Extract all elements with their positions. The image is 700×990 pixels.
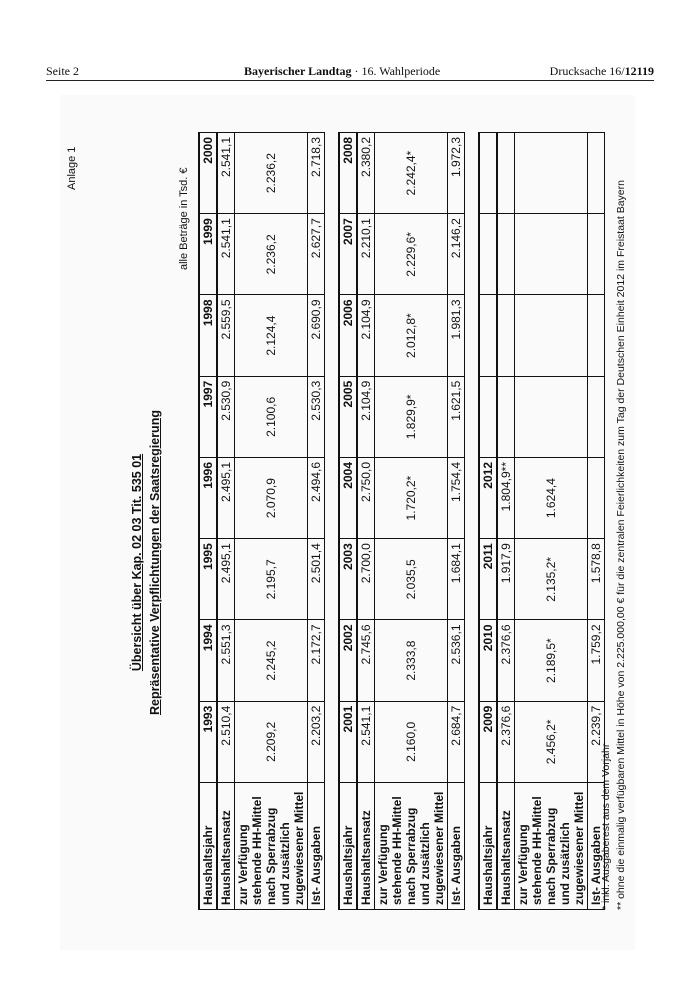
table-header-row [199,133,217,910]
value-cell: 1.578,8 [588,539,605,620]
value-cell: 2.172,7 [308,620,325,701]
row-label: Ist- Ausgaben [448,783,465,910]
row-label: zur Verfügung stehende HH-Mittel nach Sperrabzug und zusätzlich zugewiesener Mittel [515,783,588,910]
value-cell: 2.559,5 [217,295,235,376]
row-label: Haushaltsansatz [217,783,235,910]
value-cell: 2.135,2* [515,539,588,620]
row-label: Haushaltsansatz [357,783,375,910]
table-row [497,133,515,910]
header-rule [46,80,654,81]
year-cell: 2004 [339,458,357,539]
publication-name: Bayerischer Landtag [244,64,352,78]
value-cell: 2.104,9 [357,295,375,376]
value-cell [588,376,605,457]
row-label: Haushaltsjahr [479,783,497,910]
value-cell: 2.530,9 [217,376,235,457]
value-cell: 2.536,1 [448,620,465,701]
document-number-id: 12119 [624,64,654,78]
document-title: Übersicht über Kap. 02 03 Tit. 535 01 [130,453,144,672]
value-cell: 2.627,7 [308,214,325,295]
value-cell: 2.239,7 [588,701,605,782]
value-cell: 2.070,9 [235,458,308,539]
value-cell: 2.541,1 [357,701,375,782]
document-number [550,64,654,79]
year-cell: 1995 [199,539,217,620]
year-cell: 2010 [479,620,497,701]
year-cell [479,214,497,295]
value-cell: 2.530,3 [308,376,325,457]
document-subtitle: Repräsentative Verpflichtungen der Saatsregierung [148,410,162,715]
value-cell: 2.035,5 [375,539,448,620]
year-cell: 1998 [199,295,217,376]
value-cell [497,376,515,457]
value-cell [515,376,588,457]
value-cell [515,295,588,376]
value-cell: 2.229,6* [375,214,448,295]
value-cell: 2.495,1 [217,539,235,620]
value-cell: 2.541,1 [217,214,235,295]
budget-table-2001-2008 [338,132,465,910]
year-cell [479,295,497,376]
value-cell: 2.104,9 [357,376,375,457]
value-cell: 2.124,4 [235,295,308,376]
year-cell: 2012 [479,458,497,539]
budget-table-2009-2012 [478,132,605,910]
value-cell: 2.209,2 [235,701,308,782]
value-cell: 2.146,2 [448,214,465,295]
publication-info [244,64,440,79]
value-cell [588,458,605,539]
year-cell [479,133,497,214]
page-header [46,64,654,80]
value-cell [515,133,588,214]
footnote-carryover: * inkl. Ausgaberest aus dem Vorjahr [600,743,612,910]
legislative-period: · 16. Wahlperiode [351,64,441,78]
table-row [357,133,375,910]
year-cell: 2011 [479,539,497,620]
row-label: Haushaltsjahr [199,783,217,910]
value-cell [588,133,605,214]
value-cell [497,133,515,214]
year-cell: 2009 [479,701,497,782]
value-cell: 1.720,2* [375,458,448,539]
table-row [515,133,588,910]
value-cell: 2.203,2 [308,701,325,782]
value-cell: 2.100,6 [235,376,308,457]
year-cell: 2000 [199,133,217,214]
footnote-unity-day: ** ohne die einmalig verfügbaren Mittel in Höhe von 2.225.000,00 € für die zentralen Feierlichkeiten zum Tag der Deutschen Einheit 2012 im Freistaat Bayern [615,180,627,910]
value-cell: 1.829,9* [375,376,448,457]
year-cell: 1997 [199,376,217,457]
value-cell: 2.380,2 [357,133,375,214]
value-cell: 1.917,9 [497,539,515,620]
value-cell [588,295,605,376]
value-cell [497,295,515,376]
document-number-prefix: Drucksache 16/ [549,64,625,78]
year-cell: 2008 [339,133,357,214]
year-cell: 1994 [199,620,217,701]
value-cell: 2.495,1 [217,458,235,539]
page-number: Seite 2 [46,64,79,78]
value-cell [497,214,515,295]
value-cell: 1.684,1 [448,539,465,620]
table-row [308,133,325,910]
rotated-annex [60,95,635,950]
value-cell: 2.541,1 [217,133,235,214]
value-cell: 1.972,3 [448,133,465,214]
value-cell: 2.750,0 [357,458,375,539]
table-row [448,133,465,910]
year-cell: 1999 [199,214,217,295]
value-cell: 1.981,3 [448,295,465,376]
row-label: zur Verfügung stehende HH-Mittel nach Sperrabzug und zusätzlich zugewiesener Mittel [375,783,448,910]
table-row [235,133,308,910]
value-cell: 1.754,4 [448,458,465,539]
annex-label: Anlage 1 [66,146,78,190]
row-label: Ist- Ausgaben [588,783,605,910]
row-label: zur Verfügung stehende HH-Mittel nach Sperrabzug und zusätzlich zugewiesener Mittel [235,783,308,910]
year-cell: 2005 [339,376,357,457]
value-cell: 2.236,2 [235,214,308,295]
value-cell: 2.210,1 [357,214,375,295]
year-cell: 2003 [339,539,357,620]
year-cell: 2001 [339,701,357,782]
value-cell: 2.684,7 [448,701,465,782]
row-label: Haushaltsjahr [339,783,357,910]
table-row [217,133,235,910]
value-cell: 1.624,4 [515,458,588,539]
year-cell: 1996 [199,458,217,539]
table-header-row [339,133,357,910]
value-cell: 1.759,2 [588,620,605,701]
year-cell: 2006 [339,295,357,376]
value-cell: 2.745,6 [357,620,375,701]
value-cell: 2.501,4 [308,539,325,620]
year-cell [479,376,497,457]
value-cell [515,214,588,295]
value-cell: 2.236,2 [235,133,308,214]
table-row [375,133,448,910]
value-cell: 2.510,4 [217,701,235,782]
value-cell: 2.160,0 [375,701,448,782]
value-cell: 2.718,3 [308,133,325,214]
budget-table-1993-2000 [198,132,325,910]
row-label: Ist- Ausgaben [308,783,325,910]
value-cell: 2.690,9 [308,295,325,376]
table-header-row [479,133,497,910]
value-cell [588,214,605,295]
year-cell: 2002 [339,620,357,701]
value-cell: 2.242,4* [375,133,448,214]
value-cell: 2.195,7 [235,539,308,620]
value-cell: 2.700,0 [357,539,375,620]
value-cell: 2.245,2 [235,620,308,701]
unit-note: alle Beträge in Tsd. € [178,167,190,270]
value-cell: 2.456,2* [515,701,588,782]
row-label: Haushaltsansatz [497,783,515,910]
year-cell: 1993 [199,701,217,782]
value-cell: 1.621,5 [448,376,465,457]
value-cell: 2.376,6 [497,701,515,782]
value-cell: 2.376,6 [497,620,515,701]
value-cell: 2.551,3 [217,620,235,701]
value-cell: 1.804,9** [497,458,515,539]
value-cell: 2.012,8* [375,295,448,376]
value-cell: 2.189,5* [515,620,588,701]
value-cell: 2.494,6 [308,458,325,539]
value-cell: 2.333,8 [375,620,448,701]
year-cell: 2007 [339,214,357,295]
